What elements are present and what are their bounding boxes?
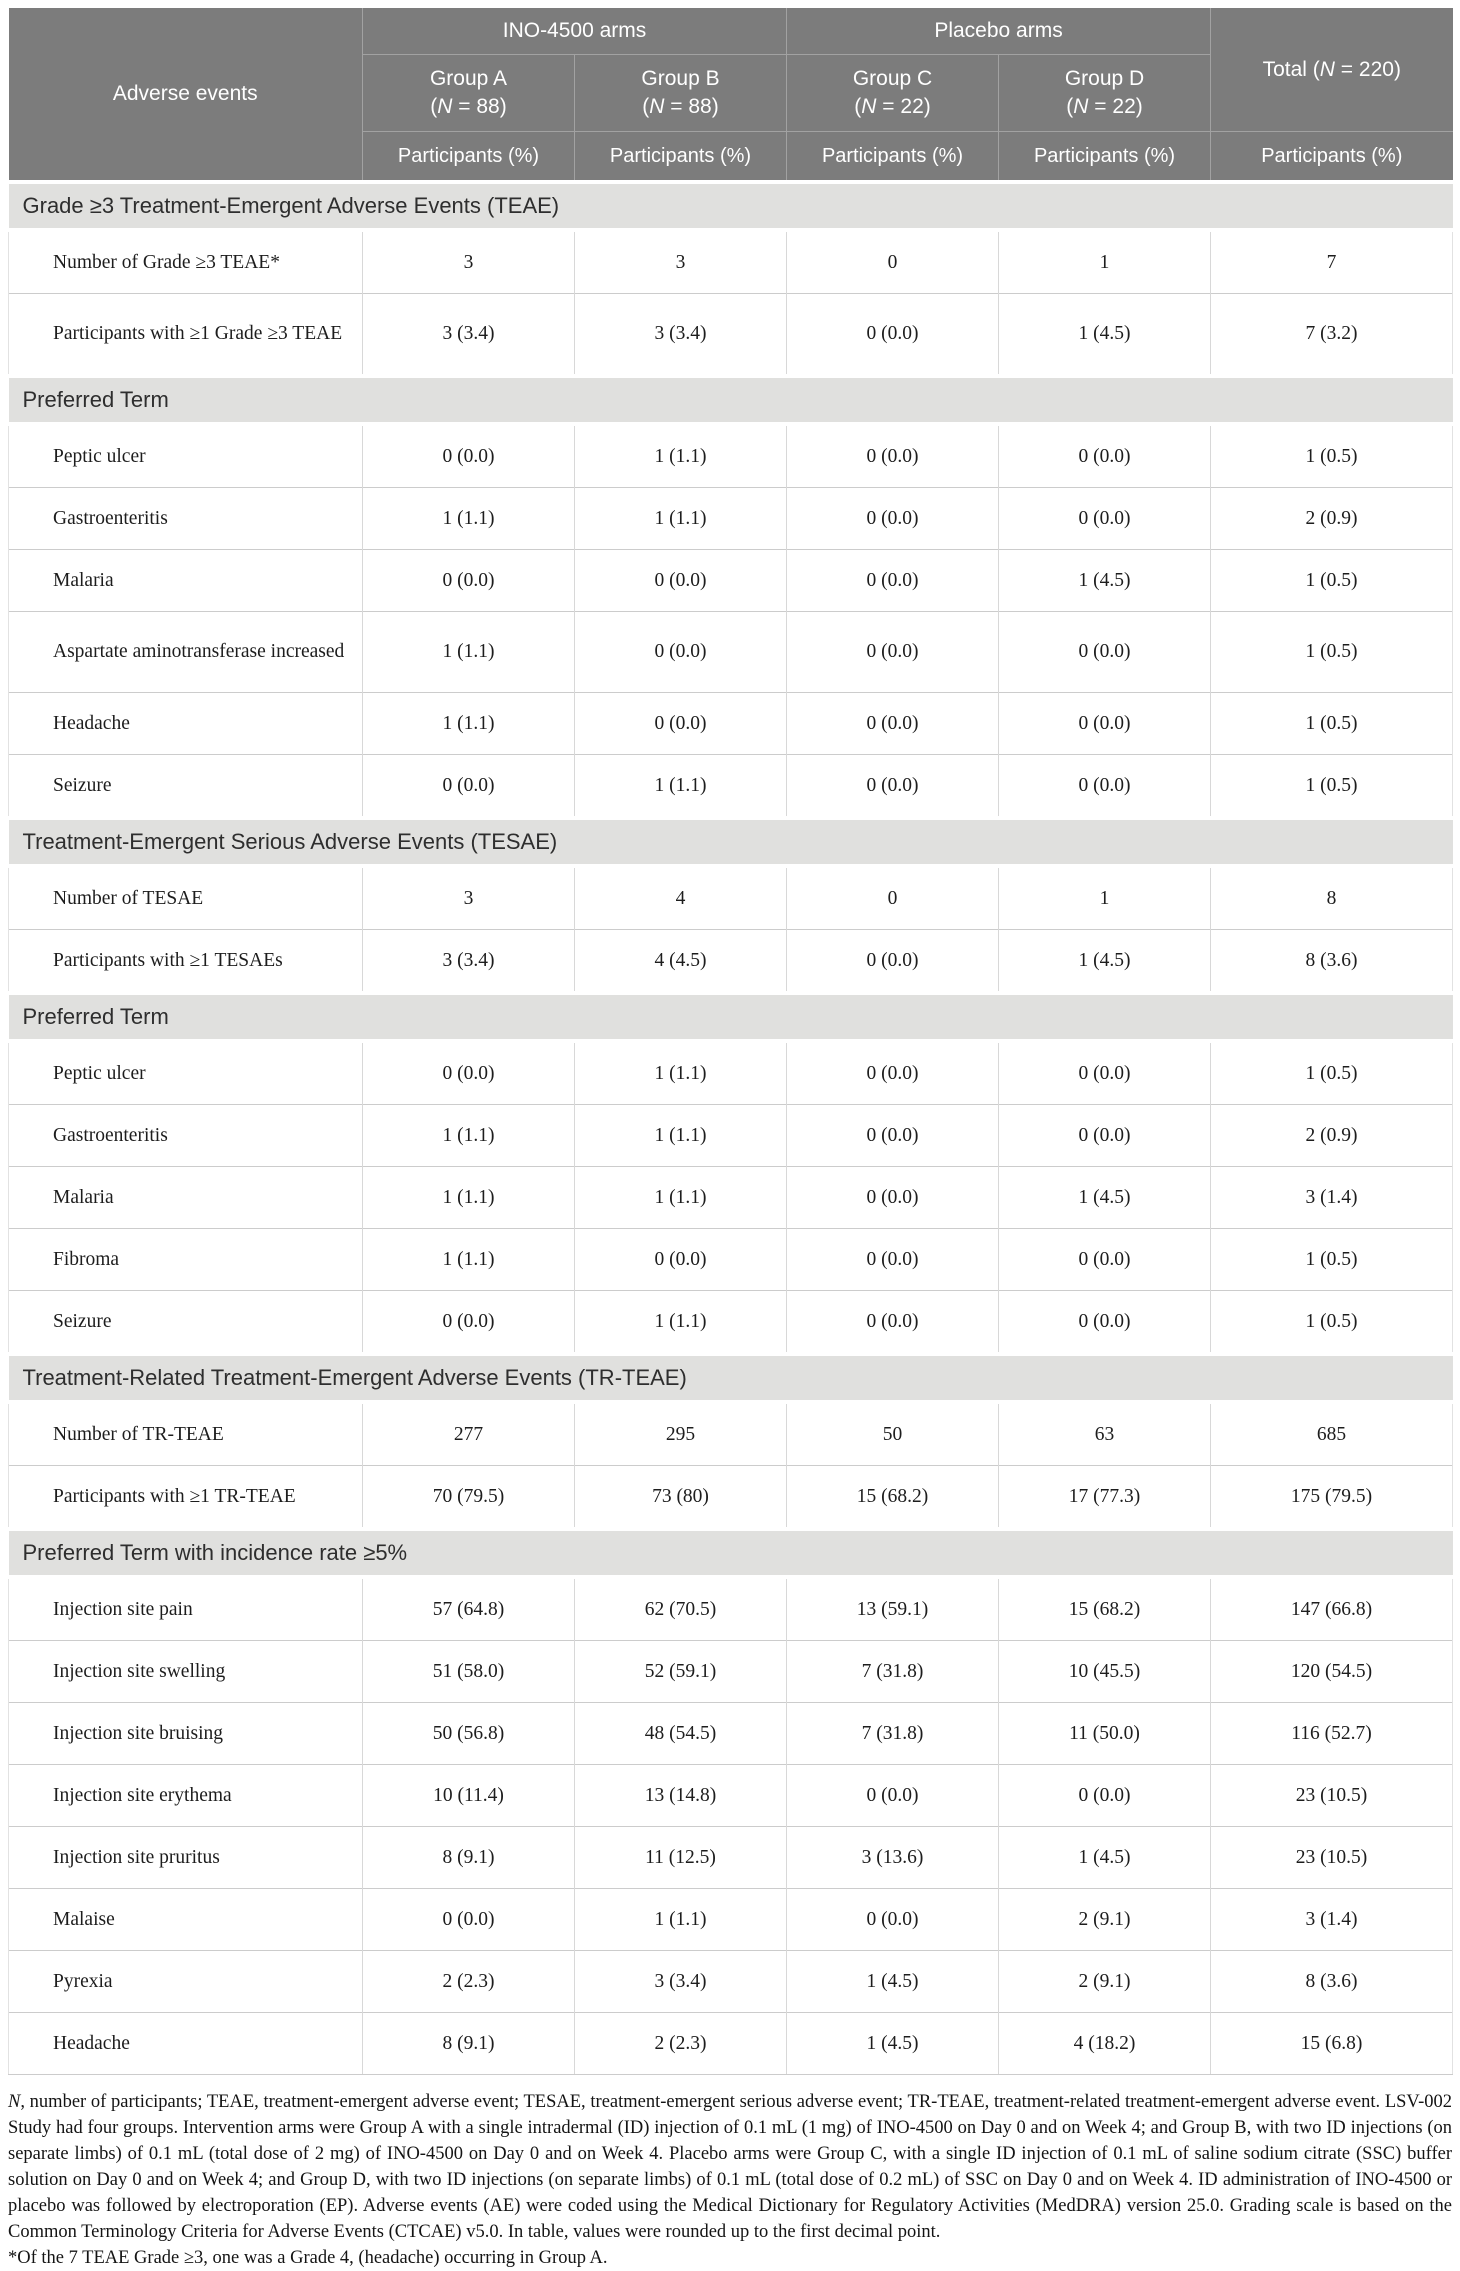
- cell-value: 7: [1211, 230, 1453, 294]
- cell-value: 0 (0.0): [575, 550, 787, 612]
- cell-value: 2 (0.9): [1211, 488, 1453, 550]
- cell-value: 15 (68.2): [999, 1577, 1211, 1641]
- cell-value: 1 (1.1): [575, 1167, 787, 1229]
- cell-value: 3 (3.4): [363, 930, 575, 994]
- cell-value: 4 (18.2): [999, 2013, 1211, 2075]
- cell-value: 3: [363, 230, 575, 294]
- subheader-participants-group-b: Participants (%): [575, 132, 787, 183]
- row-label: Fibroma: [9, 1229, 363, 1291]
- subheader-participants-total: Participants (%): [1211, 132, 1453, 183]
- cell-value: 1 (1.1): [363, 612, 575, 693]
- row-label: Peptic ulcer: [9, 1041, 363, 1105]
- cell-value: 51 (58.0): [363, 1641, 575, 1703]
- cell-value: 70 (79.5): [363, 1466, 575, 1530]
- cell-value: 1 (1.1): [363, 1229, 575, 1291]
- cell-value: 2 (0.9): [1211, 1105, 1453, 1167]
- cell-value: 0 (0.0): [575, 1229, 787, 1291]
- cell-value: 0 (0.0): [787, 930, 999, 994]
- cell-value: 3 (3.4): [575, 1951, 787, 2013]
- cell-value: 0: [787, 230, 999, 294]
- section-band: [9, 1354, 1453, 1402]
- row-label: Pyrexia: [9, 1951, 363, 2013]
- row-label: Injection site erythema: [9, 1765, 363, 1827]
- section-band: [9, 818, 1453, 866]
- row-label: Participants with ≥1 TESAEs: [9, 930, 363, 994]
- cell-value: 1 (0.5): [1211, 1229, 1453, 1291]
- cell-value: 1 (0.5): [1211, 693, 1453, 755]
- cell-value: 120 (54.5): [1211, 1641, 1453, 1703]
- table-row: [9, 1402, 1453, 1466]
- cell-value: 0: [787, 866, 999, 930]
- cell-value: 7 (3.2): [1211, 294, 1453, 377]
- cell-value: 1 (1.1): [575, 1105, 787, 1167]
- cell-value: 15 (68.2): [787, 1466, 999, 1530]
- table-row: [9, 866, 1453, 930]
- table-row: [9, 1827, 1453, 1889]
- cell-value: 0 (0.0): [787, 1229, 999, 1291]
- cell-value: 1 (1.1): [575, 1041, 787, 1105]
- row-label: Number of Grade ≥3 TEAE*: [9, 230, 363, 294]
- footnote-n-italic: N: [8, 2092, 21, 2112]
- cell-value: 0 (0.0): [999, 1765, 1211, 1827]
- section-band: [9, 1529, 1453, 1577]
- cell-value: 2 (9.1): [999, 1951, 1211, 2013]
- cell-value: 685: [1211, 1402, 1453, 1466]
- row-label: Malaria: [9, 550, 363, 612]
- total-n-italic: N: [1319, 57, 1335, 81]
- cell-value: 1: [999, 230, 1211, 294]
- cell-value: 3 (1.4): [1211, 1889, 1453, 1951]
- cell-value: 1 (0.5): [1211, 612, 1453, 693]
- cell-value: 147 (66.8): [1211, 1577, 1453, 1641]
- cell-value: 8 (9.1): [363, 2013, 575, 2075]
- cell-value: 0 (0.0): [999, 612, 1211, 693]
- cell-value: 0 (0.0): [363, 1291, 575, 1355]
- cell-value: 8: [1211, 866, 1453, 930]
- section-band: [9, 993, 1453, 1041]
- cell-value: 0 (0.0): [787, 755, 999, 819]
- group-a-n: (N = 88): [430, 95, 507, 118]
- cell-value: 0 (0.0): [363, 755, 575, 819]
- row-label: Injection site bruising: [9, 1703, 363, 1765]
- cell-value: 0 (0.0): [787, 488, 999, 550]
- cell-value: 0 (0.0): [787, 1167, 999, 1229]
- table-row: [9, 1466, 1453, 1530]
- row-label: Injection site pain: [9, 1577, 363, 1641]
- row-label: Headache: [9, 2013, 363, 2075]
- column-header-group-c: [787, 55, 999, 132]
- cell-value: 1 (4.5): [999, 1167, 1211, 1229]
- group-b-n: (N = 88): [642, 95, 719, 118]
- cell-value: 1 (4.5): [999, 294, 1211, 377]
- total-label-text: Total (: [1262, 57, 1320, 81]
- section-header-label: Preferred Term: [9, 993, 1453, 1041]
- cell-value: 116 (52.7): [1211, 1703, 1453, 1765]
- table-row: [9, 2013, 1453, 2075]
- cell-value: 0 (0.0): [787, 693, 999, 755]
- cell-value: 3: [363, 866, 575, 930]
- cell-value: 0 (0.0): [787, 1041, 999, 1105]
- group-d-n: (N = 22): [1066, 95, 1143, 118]
- cell-value: 1 (1.1): [575, 1291, 787, 1355]
- footnote-description: [8, 2089, 1452, 2245]
- row-label: Gastroenteritis: [9, 488, 363, 550]
- cell-value: 1 (4.5): [999, 550, 1211, 612]
- subheader-participants-group-d: Participants (%): [999, 132, 1211, 183]
- total-n-value: = 220): [1334, 57, 1401, 81]
- table-row: [9, 230, 1453, 294]
- column-group-ino4500-arms: INO-4500 arms: [363, 8, 787, 55]
- cell-value: 0 (0.0): [363, 1041, 575, 1105]
- footnote-asterisk: *Of the 7 TEAE Grade ≥3, one was a Grade 4, (headache) occurring in Group A.: [8, 2248, 608, 2268]
- cell-value: 7 (31.8): [787, 1641, 999, 1703]
- row-label: Headache: [9, 693, 363, 755]
- cell-value: 1 (4.5): [787, 1951, 999, 2013]
- cell-value: 1 (1.1): [363, 488, 575, 550]
- column-header-group-a: [363, 55, 575, 132]
- cell-value: 0 (0.0): [999, 1041, 1211, 1105]
- column-header-total: [1211, 8, 1453, 132]
- cell-value: 0 (0.0): [363, 1889, 575, 1951]
- cell-value: 0 (0.0): [575, 612, 787, 693]
- cell-value: 0 (0.0): [787, 424, 999, 488]
- cell-value: 1 (4.5): [999, 1827, 1211, 1889]
- row-label: Seizure: [9, 1291, 363, 1355]
- cell-value: 1 (0.5): [1211, 755, 1453, 819]
- cell-value: 2 (2.3): [363, 1951, 575, 2013]
- table-header: [9, 8, 1453, 182]
- row-label: Aspartate aminotransferase increased: [9, 612, 363, 693]
- table-row: [9, 612, 1453, 693]
- cell-value: 62 (70.5): [575, 1577, 787, 1641]
- cell-value: 0 (0.0): [787, 612, 999, 693]
- row-label: Participants with ≥1 TR-TEAE: [9, 1466, 363, 1530]
- cell-value: 1 (4.5): [999, 930, 1211, 994]
- group-d-name: Group D: [1064, 67, 1145, 90]
- cell-value: 1 (1.1): [575, 755, 787, 819]
- section-header-label: Preferred Term: [9, 376, 1453, 424]
- cell-value: 0 (0.0): [787, 294, 999, 377]
- cell-value: 8 (3.6): [1211, 930, 1453, 994]
- column-header-adverse-events: Adverse events: [9, 8, 363, 182]
- cell-value: 1 (1.1): [575, 488, 787, 550]
- table-row: [9, 1291, 1453, 1355]
- column-group-placebo-arms: Placebo arms: [787, 8, 1211, 55]
- row-label: Injection site pruritus: [9, 1827, 363, 1889]
- cell-value: 0 (0.0): [999, 424, 1211, 488]
- cell-value: 3 (3.4): [575, 294, 787, 377]
- cell-value: 0 (0.0): [999, 1229, 1211, 1291]
- group-a-name: Group A: [429, 67, 508, 90]
- cell-value: 0 (0.0): [999, 693, 1211, 755]
- footnotes: [8, 2089, 1452, 2271]
- cell-value: 48 (54.5): [575, 1703, 787, 1765]
- section-band: [9, 182, 1453, 230]
- cell-value: 4 (4.5): [575, 930, 787, 994]
- cell-value: 0 (0.0): [787, 1889, 999, 1951]
- column-header-group-b: [575, 55, 787, 132]
- row-label: Malaise: [9, 1889, 363, 1951]
- section-header-label: Preferred Term with incidence rate ≥5%: [9, 1529, 1453, 1577]
- cell-value: 57 (64.8): [363, 1577, 575, 1641]
- section-header-label: Treatment-Emergent Serious Adverse Events (TESAE): [9, 818, 1453, 866]
- table-row: [9, 1765, 1453, 1827]
- table-row: [9, 1167, 1453, 1229]
- cell-value: 295: [575, 1402, 787, 1466]
- table-row: [9, 1641, 1453, 1703]
- row-label: Number of TESAE: [9, 866, 363, 930]
- cell-value: 8 (3.6): [1211, 1951, 1453, 2013]
- cell-value: 1 (0.5): [1211, 1041, 1453, 1105]
- cell-value: 8 (9.1): [363, 1827, 575, 1889]
- table-row: [9, 294, 1453, 377]
- subheader-participants-group-c: Participants (%): [787, 132, 999, 183]
- cell-value: 175 (79.5): [1211, 1466, 1453, 1530]
- table-row: [9, 1229, 1453, 1291]
- row-label: Gastroenteritis: [9, 1105, 363, 1167]
- cell-value: 63: [999, 1402, 1211, 1466]
- cell-value: 0 (0.0): [999, 755, 1211, 819]
- cell-value: 0 (0.0): [363, 424, 575, 488]
- row-label: Participants with ≥1 Grade ≥3 TEAE: [9, 294, 363, 377]
- cell-value: 3: [575, 230, 787, 294]
- cell-value: 10 (11.4): [363, 1765, 575, 1827]
- cell-value: 13 (14.8): [575, 1765, 787, 1827]
- cell-value: 0 (0.0): [575, 693, 787, 755]
- table-row: [9, 755, 1453, 819]
- cell-value: 23 (10.5): [1211, 1827, 1453, 1889]
- table-row: [9, 1703, 1453, 1765]
- cell-value: 0 (0.0): [999, 1105, 1211, 1167]
- cell-value: 0 (0.0): [999, 1291, 1211, 1355]
- cell-value: 15 (6.8): [1211, 2013, 1453, 2075]
- cell-value: 0 (0.0): [787, 1765, 999, 1827]
- footnote-main-text: , number of participants; TEAE, treatment-emergent adverse event; TESAE, treatment-emergent serious adverse event; TR-TEAE, treatment-related treatment-emergent adverse event. LSV-002 Study had four groups. Intervention arms were Group A with a single intradermal (ID) injection of 0.1 mL (1 mg) of INO-4500 on Day 0 and on Week 4; and Group B, with two ID injections (on separate limbs) of 0.1 mL (total dose of 2 mg) of INO-4500 on Day 0 and on Week 4. Placebo arms were Group C, with a single ID injection of 0.1 mL of saline sodium citrate (SSC) buffer solution on Day 0 and on Week 4; and Group D, with two ID injections (on separate limbs) of 0.1 mL (total dose of 0.2 mL) of SSC on Day 0 and on Week 4. ID administration of INO-4500 or placebo was followed by electroporation (EP). Adverse events (AE) were coded using the Medical Dictionary for Regulatory Activities (MedDRA) version 25.0. Grading scale is based on the Common Terminology Criteria for Adverse Events (CTCAE) v5.0. In table, values were rounded up to the first decimal point.: [8, 2092, 1452, 2242]
- cell-value: 13 (59.1): [787, 1577, 999, 1641]
- cell-value: 7 (31.8): [787, 1703, 999, 1765]
- table-row: [9, 693, 1453, 755]
- cell-value: 11 (12.5): [575, 1827, 787, 1889]
- cell-value: 0 (0.0): [999, 488, 1211, 550]
- table-body: [9, 182, 1453, 2075]
- cell-value: 73 (80): [575, 1466, 787, 1530]
- cell-value: 277: [363, 1402, 575, 1466]
- cell-value: 1: [999, 866, 1211, 930]
- cell-value: 17 (77.3): [999, 1466, 1211, 1530]
- cell-value: 0 (0.0): [363, 550, 575, 612]
- table-row: [9, 1951, 1453, 2013]
- cell-value: 0 (0.0): [787, 1291, 999, 1355]
- cell-value: 0 (0.0): [787, 550, 999, 612]
- adverse-events-table: [8, 8, 1453, 2075]
- cell-value: 23 (10.5): [1211, 1765, 1453, 1827]
- cell-value: 1 (0.5): [1211, 424, 1453, 488]
- cell-value: 50 (56.8): [363, 1703, 575, 1765]
- cell-value: 3 (13.6): [787, 1827, 999, 1889]
- cell-value: 1 (1.1): [575, 424, 787, 488]
- cell-value: 1 (0.5): [1211, 550, 1453, 612]
- subheader-participants-group-a: Participants (%): [363, 132, 575, 183]
- table-row: [9, 550, 1453, 612]
- table-row: [9, 1041, 1453, 1105]
- cell-value: 50: [787, 1402, 999, 1466]
- cell-value: 3 (1.4): [1211, 1167, 1453, 1229]
- group-c-n: (N = 22): [854, 95, 931, 118]
- column-header-group-d: [999, 55, 1211, 132]
- cell-value: 1 (1.1): [575, 1889, 787, 1951]
- section-header-label: Grade ≥3 Treatment-Emergent Adverse Events (TEAE): [9, 182, 1453, 230]
- group-c-name: Group C: [852, 67, 933, 90]
- row-label: Injection site swelling: [9, 1641, 363, 1703]
- row-label: Malaria: [9, 1167, 363, 1229]
- cell-value: 1 (1.1): [363, 1167, 575, 1229]
- group-b-name: Group B: [641, 67, 720, 90]
- table-row: [9, 1577, 1453, 1641]
- cell-value: 1 (1.1): [363, 1105, 575, 1167]
- cell-value: 10 (45.5): [999, 1641, 1211, 1703]
- cell-value: 4: [575, 866, 787, 930]
- cell-value: 52 (59.1): [575, 1641, 787, 1703]
- cell-value: 2 (2.3): [575, 2013, 787, 2075]
- table-row: [9, 930, 1453, 994]
- cell-value: 1 (0.5): [1211, 1291, 1453, 1355]
- cell-value: 11 (50.0): [999, 1703, 1211, 1765]
- cell-value: 3 (3.4): [363, 294, 575, 377]
- section-band: [9, 376, 1453, 424]
- cell-value: 1 (1.1): [363, 693, 575, 755]
- cell-value: 1 (4.5): [787, 2013, 999, 2075]
- cell-value: 2 (9.1): [999, 1889, 1211, 1951]
- row-label: Seizure: [9, 755, 363, 819]
- row-label: Number of TR-TEAE: [9, 1402, 363, 1466]
- row-label: Peptic ulcer: [9, 424, 363, 488]
- cell-value: 0 (0.0): [787, 1105, 999, 1167]
- table-row: [9, 488, 1453, 550]
- table-row: [9, 424, 1453, 488]
- table-row: [9, 1889, 1453, 1951]
- section-header-label: Treatment-Related Treatment-Emergent Adverse Events (TR-TEAE): [9, 1354, 1453, 1402]
- table-row: [9, 1105, 1453, 1167]
